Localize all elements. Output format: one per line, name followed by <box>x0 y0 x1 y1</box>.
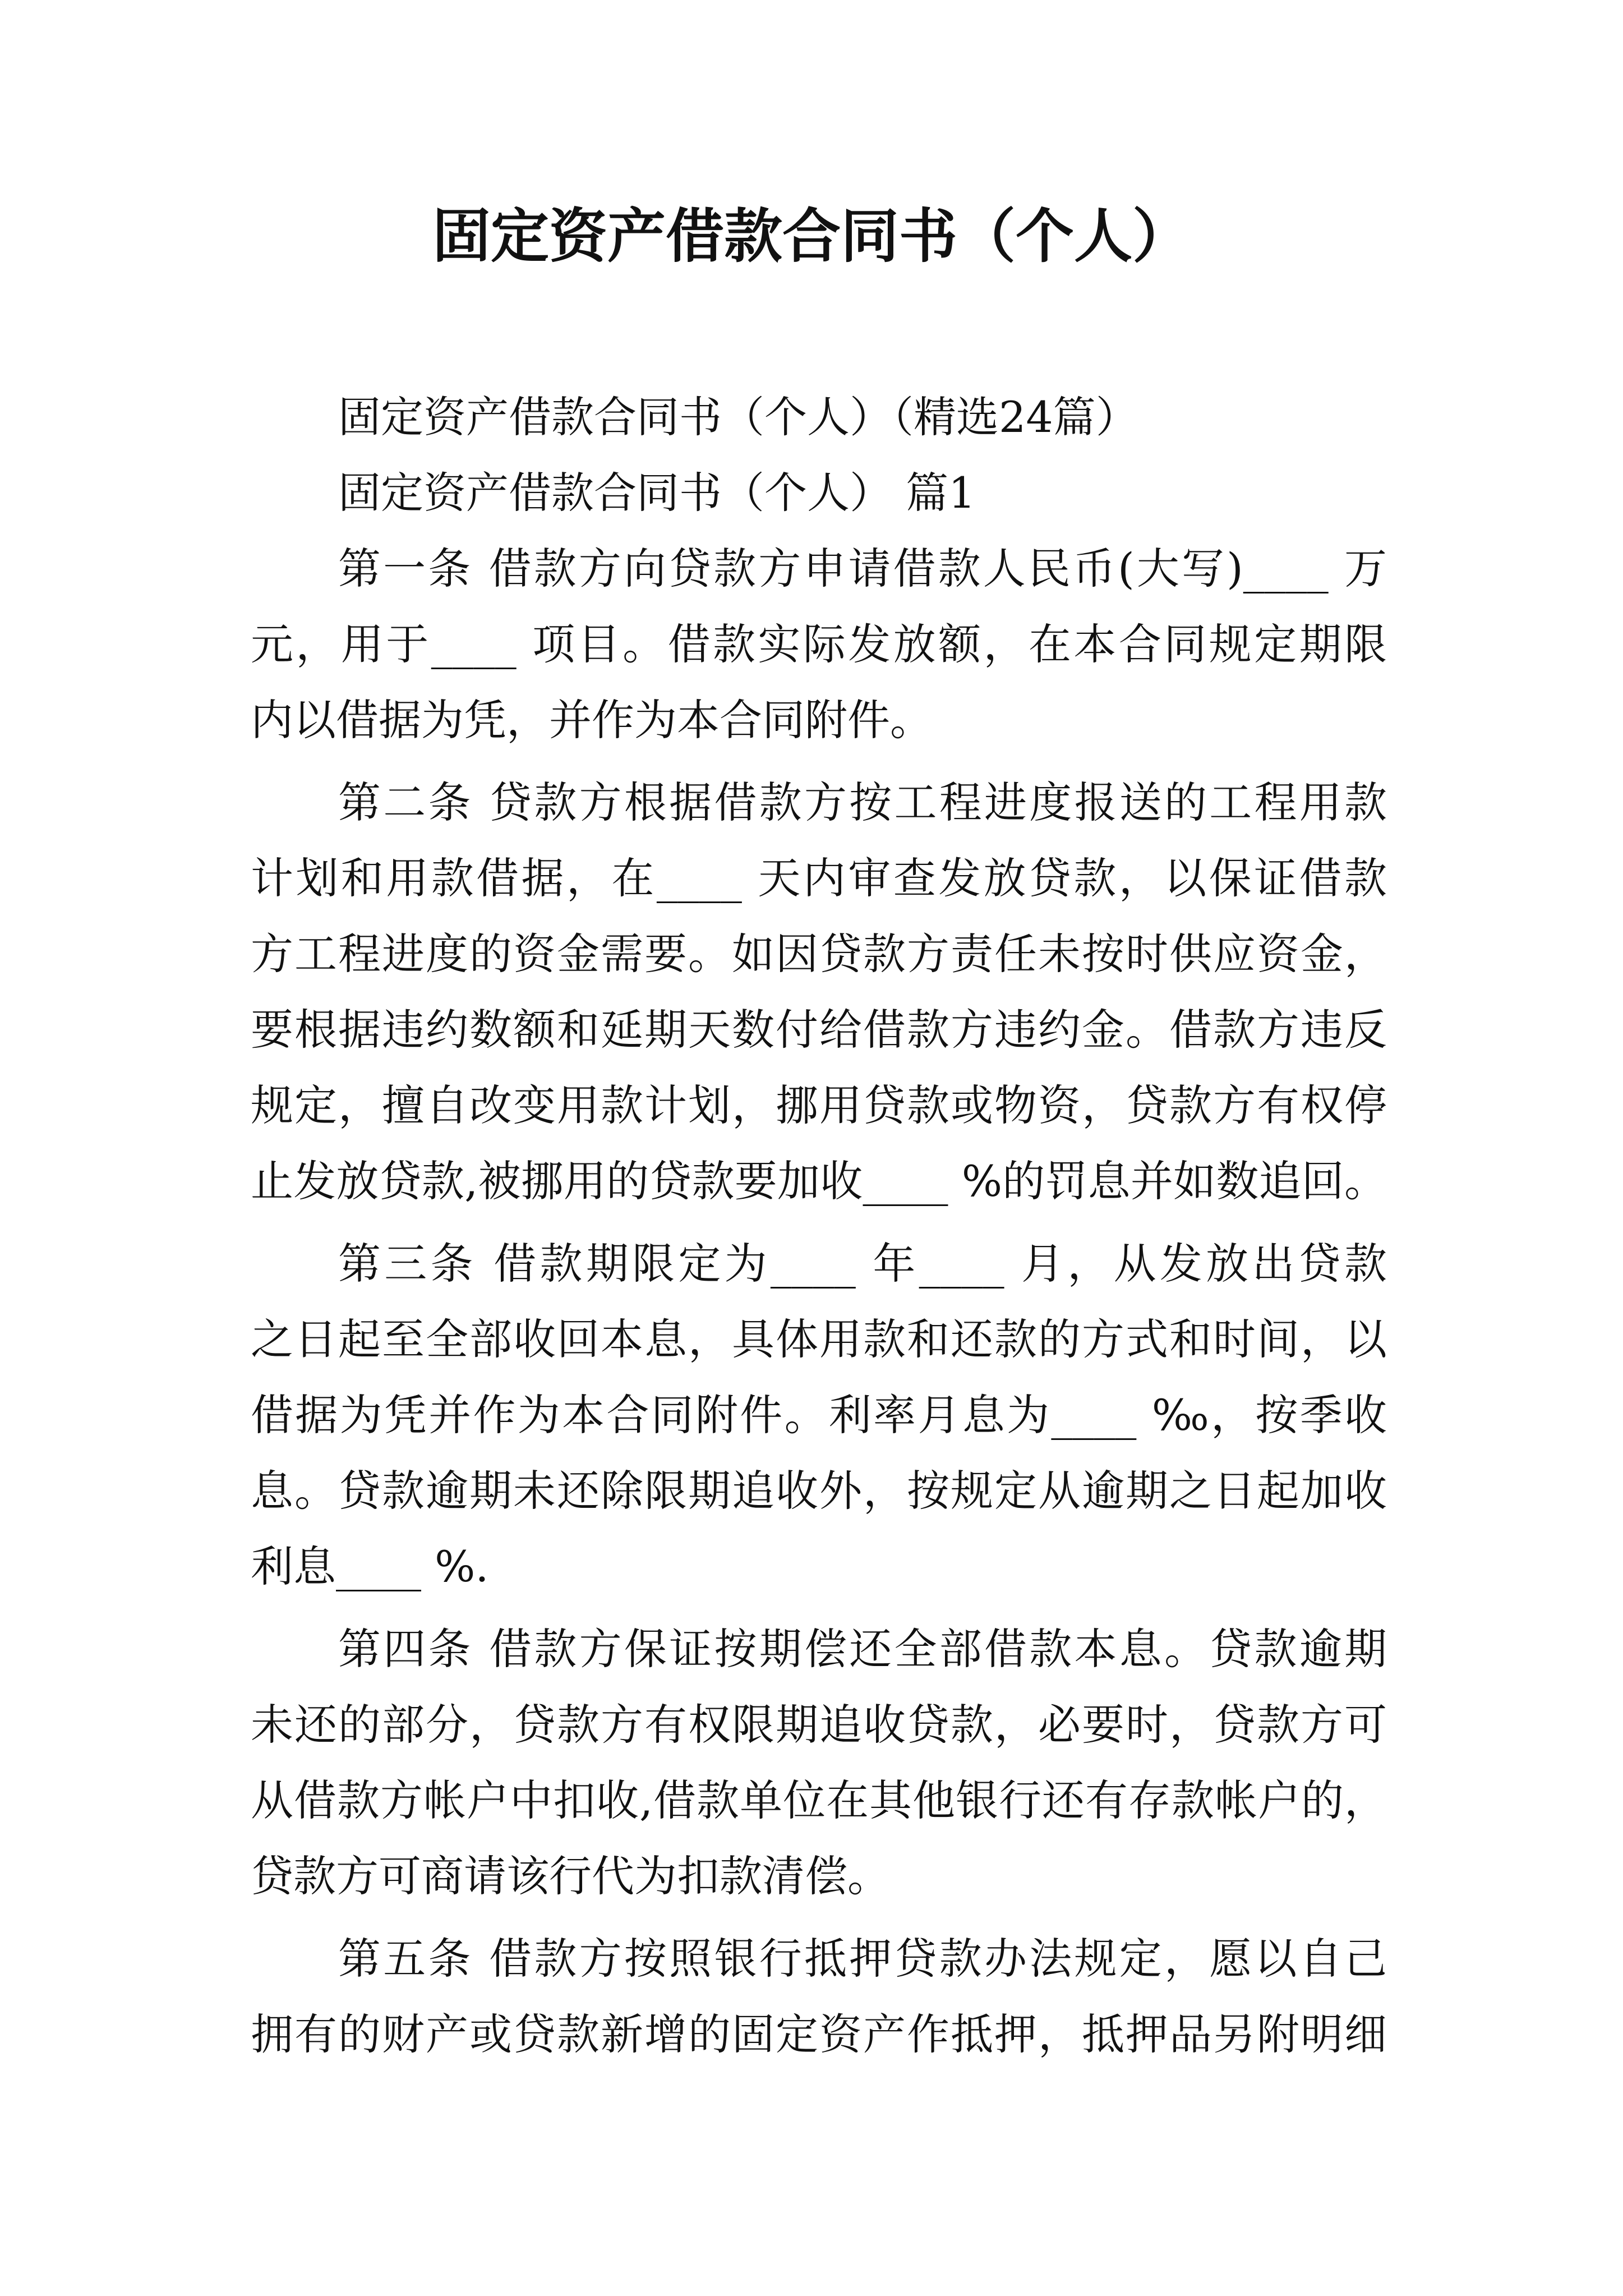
article-1-line: 内以借据为凭，并作为本合同附件。 <box>251 695 933 745</box>
article-1-line: 第一条 借款方向贷款方申请借款人民币(大写)____ 万 <box>338 544 1387 593</box>
article-3-line: 息。贷款逾期未还除限期追收外，按规定从逾期之日起加收 <box>251 1466 1387 1516</box>
collection-heading <box>251 379 1387 455</box>
document-body <box>251 379 1387 2072</box>
article-3-line: 第三条 借款期限定为____ 年____ 月，从发放出贷款 <box>338 1239 1387 1289</box>
article-2-line: 止发放贷款,被挪用的贷款要加收____ %的罚息并如数追回。 <box>251 1156 1387 1206</box>
article-2-line: 方工程进度的资金需要。如因贷款方责任未按时供应资金， <box>251 929 1387 979</box>
document-title: 固定资产借款合同书（个人） <box>432 201 1191 270</box>
article-2-line: 规定，擅自改变用款计划，挪用贷款或物资，贷款方有权停 <box>251 1080 1387 1130</box>
article-2-line: 要根据违约数额和延期天数付给借款方违约金。借款方违反 <box>251 1005 1387 1055</box>
article-4 <box>251 1611 1387 1914</box>
article-3-line: 之日起至全部收回本息，具体用款和还款的方式和时间，以 <box>251 1314 1387 1364</box>
article-5-line: 拥有的财产或贷款新增的固定资产作抵押，抵押品另附明细 <box>251 2009 1387 2059</box>
article-2 <box>251 765 1387 1219</box>
article-3 <box>251 1226 1387 1604</box>
article-1 <box>251 531 1387 758</box>
article-2-line: 计划和用款借据，在____ 天内审查发放贷款，以保证借款 <box>251 853 1387 903</box>
article-4-line: 贷款方可商请该行代为扣款清偿。 <box>251 1851 890 1901</box>
article-3-line: 利息____ %. <box>251 1542 489 1591</box>
article-5-line: 第五条 借款方按照银行抵押贷款办法规定，愿以自己 <box>338 1934 1387 1984</box>
section-heading-text: 固定资产借款合同书（个人） 篇1 <box>338 468 976 518</box>
section-heading <box>251 455 1387 531</box>
article-3-line: 借据为凭并作为本合同附件。利率月息为____ ‰，按季收 <box>251 1390 1387 1440</box>
article-4-line: 从借款方帐户中扣收,借款单位在其他银行还有存款帐户的， <box>251 1775 1387 1825</box>
article-4-line: 未还的部分，贷款方有权限期追收贷款，必要时，贷款方可 <box>251 1700 1387 1750</box>
article-4-line: 第四条 借款方保证按期偿还全部借款本息。贷款逾期 <box>338 1624 1387 1674</box>
article-5 <box>251 1921 1387 2072</box>
article-2-line: 第二条 贷款方根据借款方按工程进度报送的工程用款 <box>338 777 1387 827</box>
article-1-line: 元，用于____ 项目。借款实际发放额，在本合同规定期限 <box>251 619 1387 669</box>
collection-heading-text: 固定资产借款合同书（个人）（精选24篇） <box>338 392 1138 442</box>
